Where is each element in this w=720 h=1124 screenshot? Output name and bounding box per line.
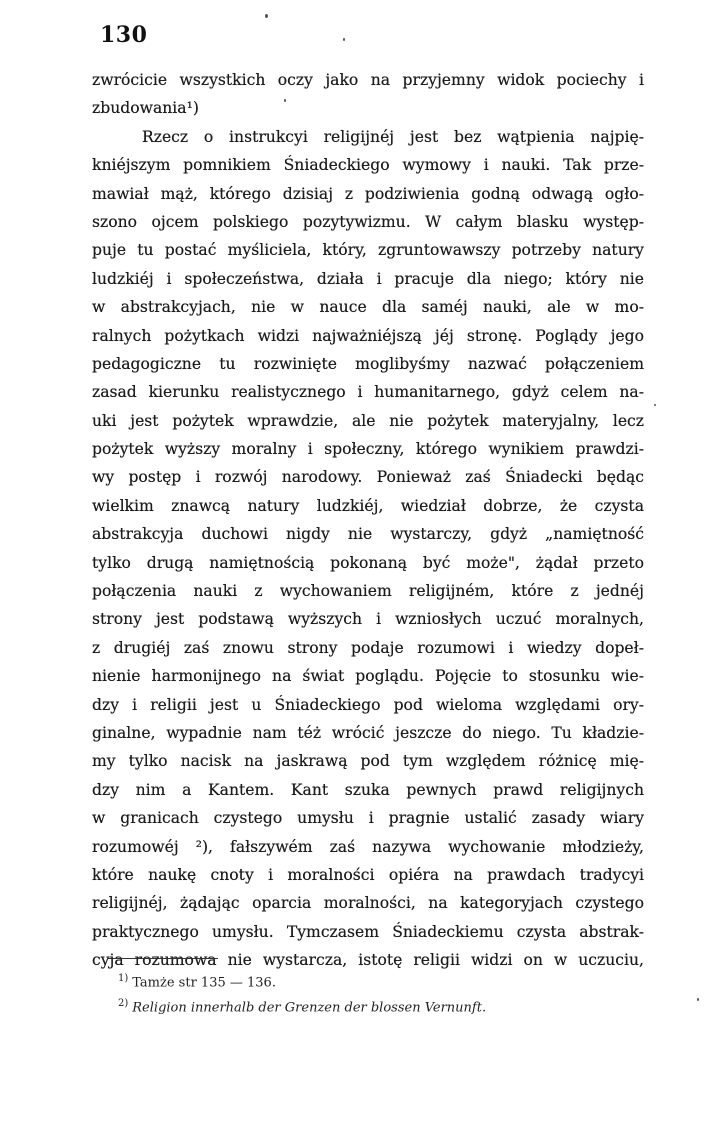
text-line: ginalne, wypadnie nam téż wrócić jeszcze do niego. Tu kładzie- <box>92 723 644 742</box>
text-line: dzy nim a Kantem. Kant szuka pewnych prawd religijnych <box>92 780 644 799</box>
text-line: ralnych pożytkach widzi najważniéjszą jéj stronę. Poglądy jego <box>92 326 644 345</box>
paper-speck <box>343 38 345 41</box>
text-line: połączenia nauki z wychowaniem religijném, które z jednéj <box>92 582 644 601</box>
text-line: nienie harmonijnego na świat poglądu. Pojęcie to stosunku wie- <box>92 667 644 686</box>
footnote-mark: 2) <box>118 998 129 1010</box>
text-line: uki jest pożytek wprawdzie, ale nie pożytek materyjalny, lecz <box>92 411 644 430</box>
text-line: z drugiéj zaś znowu strony podaje rozumowi i wiedzy dopeł- <box>92 638 644 657</box>
footnote-text: Religion innerhalb der Grenzen der blossen Vernunft. <box>132 1000 487 1016</box>
text-line: w abstrakcyjach, nie w nauce dla saméj nauki, ale w mo- <box>92 298 644 317</box>
text-line: pożytek wyższy moralny i społeczny, którego wynikiem prawdzi- <box>92 440 644 459</box>
text-line: puje tu postać myśliciela, który, zgruntowawszy potrzeby natury <box>92 241 644 260</box>
text-line: praktycznego umysłu. Tymczasem Śniadeckiemu czysta abstrak- <box>92 922 644 941</box>
paper-speck <box>265 14 268 18</box>
text-line: kniéjszym pomnikiem Śniadeckiego wymowy i nauki. Tak prze- <box>92 156 644 175</box>
text-line: abstrakcyja duchowi nigdy nie wystarczy, gdyż „namiętność <box>92 525 644 544</box>
footnote-divider <box>108 958 218 959</box>
paper-speck <box>654 404 656 406</box>
text-line: dzy i religii jest u Śniadeckiego pod wieloma względami ory- <box>92 695 644 714</box>
paper-speck <box>697 998 699 1001</box>
text-line: tylko drugą namiętnością pokonaną być może", żądał przeto <box>92 553 644 572</box>
paper-speck <box>284 99 286 102</box>
footnote-text: Tamże str 135 — 136. <box>132 975 276 991</box>
text-line: pedagogiczne tu rozwinięte moglibyśmy nazwać połączeniem <box>92 354 644 373</box>
footnote <box>118 993 618 1018</box>
body-text <box>92 66 644 975</box>
text-line: wy postęp i rozwój narodowy. Ponieważ zaś Śniadecki będąc <box>92 468 644 487</box>
text-line: religijnéj, żądając oparcia moralności, na kategoryjach czystego <box>92 894 644 913</box>
footnotes <box>118 968 618 1019</box>
text-line: zwrócicie wszystkich oczy jako na przyjemny widok pociechy i <box>92 71 644 89</box>
footnote <box>118 968 618 993</box>
text-line: wielkim znawcą natury ludzkiéj, wiedział dobrze, że czysta <box>92 496 644 515</box>
text-line: my tylko nacisk na jaskrawą pod tym względem różnicę mię- <box>92 752 644 771</box>
text-line: Rzecz o instrukcyi religijnéj jest bez wątpienia najpię- <box>142 127 644 146</box>
text-line: zbudowania¹) <box>92 99 199 118</box>
text-line: zasad kierunku realistycznego i humanitarnego, gdyż celem na- <box>92 383 644 402</box>
text-line: w granicach czystego umysłu i pragnie ustalić zasady wiary <box>92 809 644 828</box>
text-line: które naukę cnoty i moralności opiéra na prawdach tradycyi <box>92 865 644 884</box>
page-number: 130 <box>100 22 148 48</box>
text-line: mawiał mąż, którego dzisiaj z podziwienia godną odwagą ogło- <box>92 184 644 203</box>
text-line: cyja rozumowa nie wystarcza, istotę religii widzi on w uczuciu, <box>92 951 644 970</box>
text-line: rozumowéj ²), fałszywém zaś nazywa wychowanie młodzieży, <box>92 837 644 856</box>
text-line: strony jest podstawą wyższych i wzniosłych uczuć moralnych, <box>92 610 644 629</box>
text-line: ludzkiéj i społeczeństwa, działa i pracuje dla niego; który nie <box>92 269 644 288</box>
text-line: szono ojcem polskiego pozytywizmu. W całym blasku występ- <box>92 212 644 231</box>
footnote-mark: 1) <box>118 973 129 984</box>
